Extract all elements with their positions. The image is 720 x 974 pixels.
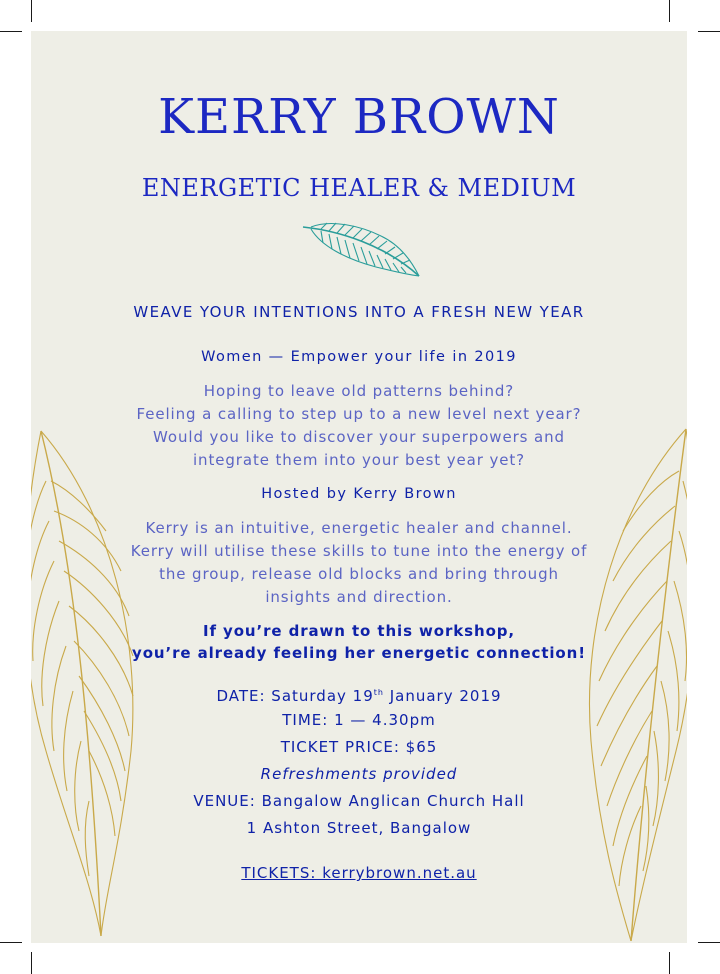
crop-mark: [698, 942, 720, 943]
event-time: TIME: 1 — 4.30pm: [282, 711, 436, 729]
event-date: [31, 687, 687, 705]
event-date-text: DATE: Saturday 19: [216, 687, 374, 705]
callout-line: you’re already feeling her energetic connection!: [132, 644, 586, 662]
intro-line: Would you like to discover your superpowers and: [153, 428, 565, 446]
host-line: Kerry will utilise these skills to tune into the energy of: [130, 542, 588, 560]
crop-mark: [0, 31, 22, 32]
intro-line: Hoping to leave old patterns behind?: [203, 382, 515, 400]
event-date-month: January 2019: [383, 687, 502, 705]
venue-address: 1 Ashton Street, Bangalow: [246, 819, 472, 837]
intro-line: Feeling a calling to step up to a new level next year?: [136, 405, 582, 423]
crop-mark: [669, 0, 670, 22]
host-line: Kerry is an intuitive, energetic healer and channel.: [145, 519, 573, 537]
tickets-row: [31, 864, 687, 882]
flyer-card: [31, 31, 687, 943]
page-title: KERRY BROWN: [158, 89, 560, 145]
intro-heading: Women — Empower your life in 2019: [201, 349, 517, 365]
crop-mark: [31, 952, 32, 974]
tagline: WEAVE YOUR INTENTIONS INTO A FRESH NEW YEAR: [133, 303, 585, 321]
refreshments-note: Refreshments provided: [260, 765, 458, 783]
crop-mark: [31, 0, 32, 22]
host-heading: Hosted by Kerry Brown: [261, 486, 457, 502]
host-line: insights and direction.: [265, 588, 453, 606]
event-date-ordinal: th: [373, 688, 384, 697]
tickets-link[interactable]: TICKETS: kerrybrown.net.au: [241, 864, 477, 882]
host-line: the group, release old blocks and bring through: [159, 565, 559, 583]
venue: VENUE: Bangalow Anglican Church Hall: [193, 792, 525, 810]
crop-mark: [0, 942, 22, 943]
intro-line: integrate them into your best year yet?: [192, 451, 526, 469]
teal-feather-icon: [301, 221, 423, 281]
ticket-price: TICKET PRICE: $65: [280, 738, 438, 756]
page-subtitle: ENERGETIC HEALER & MEDIUM: [141, 174, 577, 202]
crop-mark: [669, 952, 670, 974]
callout-line: If you’re drawn to this workshop,: [202, 622, 516, 640]
crop-mark: [698, 31, 720, 32]
